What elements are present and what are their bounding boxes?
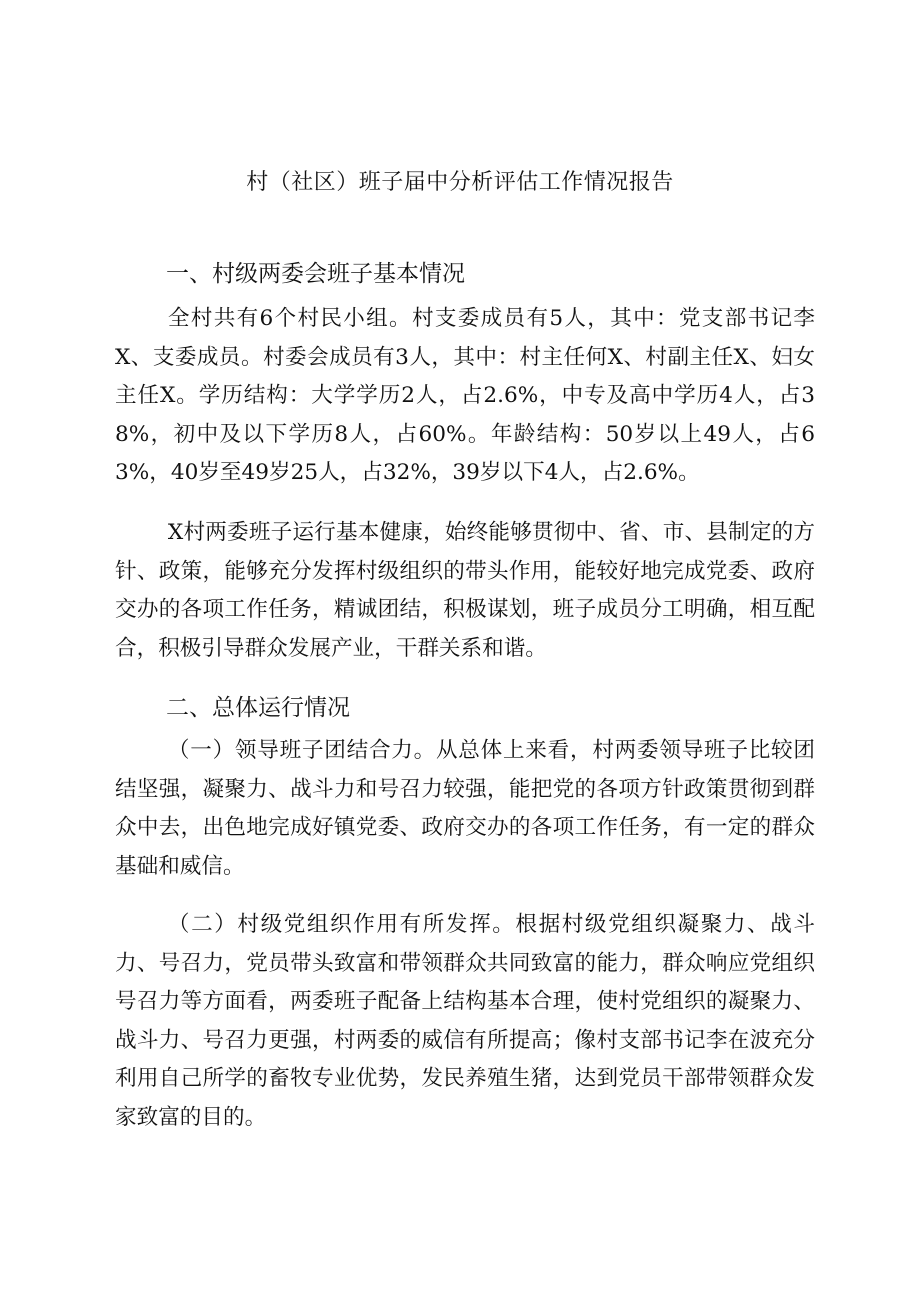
paragraph-operation-health: X村两委班子运行基本健康，始终能够贯彻中、省、市、县制定的方针、政策，能够充分发挥村级组织的带头作用，能较好地完成党委、政府交办的各项工作任务，精诚团结，积极谋划，班子成员分工明确，相互配合，积极引导群众发展产业，干群关系和谐。 xyxy=(115,520,815,661)
paragraph-leadership-unity: （一）领导班子团结合力。从总体上来看，村两委领导班子比较团结坚强，凝聚力、战斗力和号召力较强，能把党的各项方针政策贯彻到群众中去，出色地完成好镇党委、政府交办的各项工作任务，有一定的群众基础和威信。 xyxy=(115,738,815,879)
paragraph-party-organization: （二）村级党组织作用有所发挥。根据村级党组织凝聚力、战斗力、号召力，党员带头致富和带领群众共同致富的能力，群众响应党组织号召力等方面看，两委班子配备上结构基本合理，使村党组织的凝聚力、战斗力、号召力更强，村两委的威信有所提高；像村支部书记李在波充分利用自己所学的畜牧专业优势，发民养殖生猪，达到党员干部带领群众发家致富的目的。 xyxy=(115,912,815,1130)
paragraph-basic-info: 全村共有6个村民小组。村支委成员有5人，其中：党支部书记李X、支委成员。村委会成员有3人，其中：村主任何X、村副主任X、妇女主任X。学历结构：大学学历2人，占2.6%，中专及高中学历4人，占38%，初中及以下学历8人，占60%。年龄结构：50岁以上49人，占63%，40岁至49岁25人，占32%，39岁以下4人，占2.6%。 xyxy=(115,306,815,486)
document-title: 村（社区）班子届中分析评估工作情况报告 xyxy=(246,170,674,195)
section-heading-1: 一、村级两委会班子基本情况 xyxy=(166,261,465,287)
section-heading-2: 二、总体运行情况 xyxy=(166,695,350,721)
